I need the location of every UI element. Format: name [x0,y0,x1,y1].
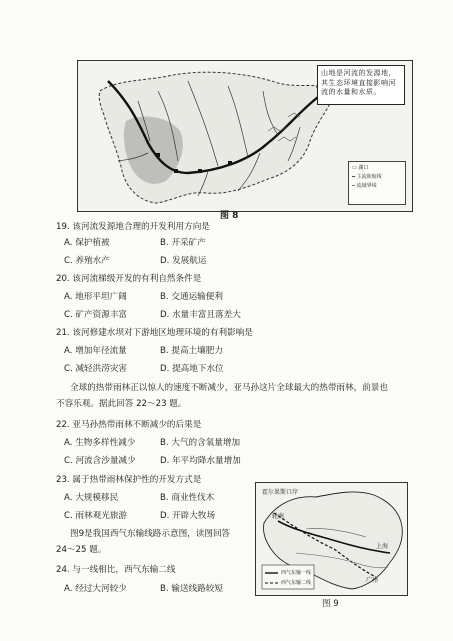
question-23-stem: 23. 属于热带雨林保护性的开发方式是 [56,475,202,485]
q20-option-a[interactable]: A. 地形平坦广阔 [64,292,127,302]
label-shanghai: 上海 [376,543,389,550]
figure-8-caption: 图 8 [220,211,239,221]
q22-option-d[interactable]: D. 年平均降水量增加 [160,456,241,466]
pipeline-map [256,483,407,595]
label-khorgos: 霍尔果斯口岸 [262,489,299,496]
question-21-stem: 21. 该河修建水坝对下游地区地理环境的有利影响是 [56,328,253,338]
passage-2-line-2: 24～25 题。 [56,545,107,555]
q19-option-b[interactable]: B. 开采矿产 [160,238,206,248]
passage-1-line-1: 全球的热带雨林正以惊人的速度不断减少，亚马孙这片全球最大的热带雨林，前景也 [70,383,388,393]
legend-item-river: ━ 主流和航线 [352,174,382,180]
q23-option-b[interactable]: B. 商业性伐木 [160,493,215,503]
q21-option-a[interactable]: A. 增加年径流量 [64,346,127,356]
q24-option-b[interactable]: B. 输送线路较短 [160,584,223,594]
question-20-stem: 20. 该河流梯级开发的有利自然条件是 [56,274,202,284]
map-legend [348,161,406,205]
figure-8-map [77,60,413,212]
legend-item-lake: ▭ 湖口 [352,165,369,171]
question-22-stem: 22. 亚马孙热带雨林不断减少的后果是 [56,420,202,430]
figure-9-map [255,482,408,596]
callout-box: 山地是河流的发源地，其生态环境直接影响河流的水量和水质。 [317,65,405,105]
legend-item-boundary: ┅ 流域界线 [352,183,377,189]
q20-option-c[interactable]: C. 矿产资源丰富 [64,310,128,320]
q19-option-a[interactable]: A. 保护植被 [64,238,110,248]
fig9-legend-line-2: 西气东输二线 [281,580,312,586]
question-19-stem: 19. 该河流发源地合理的开发利用方向是 [56,222,210,232]
q20-option-d[interactable]: D. 水量丰富且落差大 [160,310,241,320]
q21-option-d[interactable]: D. 提高地下水位 [160,364,224,374]
q22-option-a[interactable]: A. 生物多样性减少 [64,438,136,448]
figure-9-caption: 图 9 [322,599,339,609]
label-guangzhou: 广州 [366,577,379,584]
question-24-stem: 24. 与一线相比，西气东输二线 [56,565,176,575]
q23-option-a[interactable]: A. 大规模移民 [64,493,119,503]
q21-option-b[interactable]: B. 提高土壤肥力 [160,346,223,356]
label-lunnan: 轮南 [272,513,285,520]
fig9-legend-line-1: 西气东输一线 [281,570,312,576]
q22-option-b[interactable]: B. 大气的含氧量增加 [160,438,241,448]
passage-2-line-1: 图9是我国西气东输线路示意图，读图回答 [70,529,231,539]
q19-option-c[interactable]: C. 养殖水产 [64,256,110,266]
q24-option-a[interactable]: A. 经过大河较少 [64,584,127,594]
q22-option-c[interactable]: C. 河流含沙量减少 [64,456,136,466]
q21-option-c[interactable]: C. 减轻洪涝灾害 [64,364,128,374]
q19-option-d[interactable]: D. 发展航运 [160,256,207,266]
q23-option-d[interactable]: D. 开辟大牧场 [160,511,216,521]
q20-option-b[interactable]: B. 交通运输便利 [160,292,223,302]
passage-1-line-2: 不容乐观。据此回答 22～23 题。 [56,399,187,409]
q23-option-c[interactable]: C. 雨林观光旅游 [64,511,128,521]
